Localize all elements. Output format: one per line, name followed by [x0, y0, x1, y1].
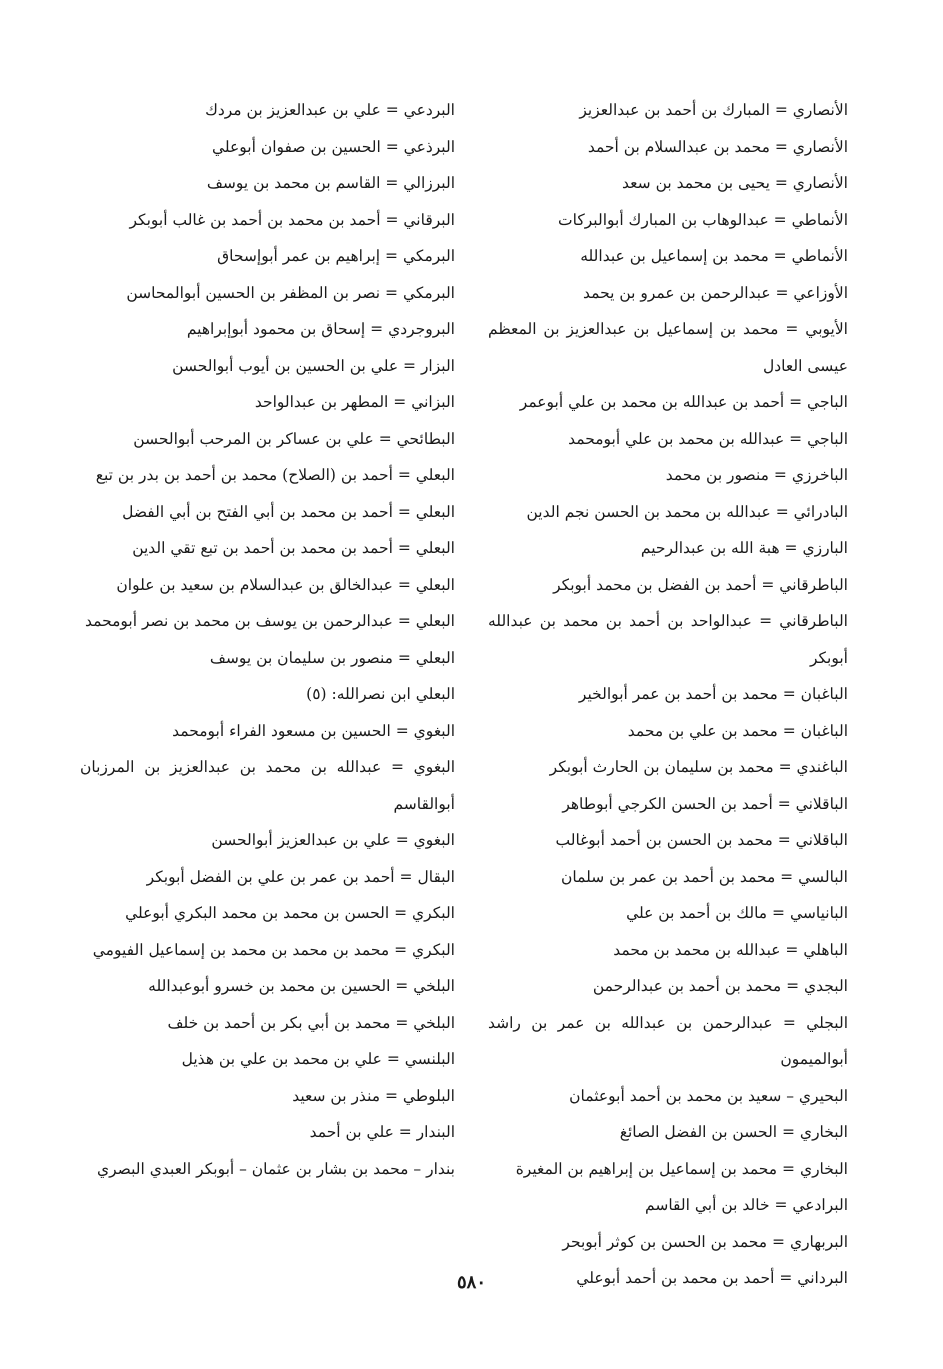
index-entry: البطائحي = علي بن عساكر بن المرحب أبوالحسن	[133, 429, 455, 448]
index-entry: البرداني = أحمد بن محمد بن أحمد أبوعلي	[576, 1269, 848, 1287]
index-entry: الباقلاني = محمد بن الحسن بن أحمد أبوغالب	[555, 831, 848, 849]
index-entry: البعلي = أحمد بن محمد بن أحمد بن تبع تقي الدين	[132, 539, 455, 557]
index-entry: البجدي = محمد بن أحمد بن عبدالرحمن	[592, 977, 848, 995]
index-entry: البغوي = علي بن عبدالعزيز أبوالحسن	[211, 831, 455, 849]
index-entry: الأنصاري = يحيى بن محمد بن سعد	[622, 174, 848, 192]
page-number: ٥٨٠	[456, 1272, 486, 1293]
index-entry: الأيوبي = محمد بن إسماعيل بن عبدالعزيز بن المعظم عيسى العادل	[488, 320, 848, 375]
index-entry: الأنماطي = عبدالوهاب بن المبارك أبوالبركات	[558, 210, 848, 229]
index-entry: البغوي = الحسين بن مسعود الفراء أبومحمد	[172, 721, 455, 740]
index-entry: الباهلي = عبدالله بن محمد بن محمد	[613, 940, 848, 959]
index-entry: البخاري = الحسن بن الفضل الصائغ	[619, 1123, 848, 1141]
index-entry: البعلي = عبدالرحمن بن يوسف بن محمد بن نصر أبومحمد	[85, 612, 455, 630]
index-entry: البرقاني = أحمد بن محمد بن أحمد بن غالب أبوبكر	[129, 210, 455, 229]
index-entry: البقال = أحمد بن عمر بن علي بن الفضل أبوبكر	[146, 867, 455, 886]
index-entry: البكري = محمد بن محمد بن محمد بن إسماعيل الفيومي	[92, 940, 455, 959]
index-entry: البكري = الحسن بن محمد بن محمد البكري أبوعلي	[125, 904, 455, 922]
index-entry: البربهاري = محمد بن الحسن بن كوثر أبوبحر	[562, 1232, 848, 1251]
index-entry: الباغندي = محمد بن سليمان بن الحارث أبوبكر	[549, 758, 848, 776]
index-entry: الأوزاعي = عبدالرحمن بن عمرو بن يحمد	[582, 283, 848, 302]
index-entry: البرذعي = الحسين بن صفوان أبوعلي	[211, 137, 455, 156]
index-entry: البالسي = محمد بن أحمد بن عمر بن سلمان	[561, 867, 848, 886]
index-entry: البغوي = عبدالله بن محمد بن عبدالعزيز بن المرزبان أبوالقاسم	[80, 758, 455, 813]
index-entry: الأنصاري = المبارك بن أحمد بن عبدالعزيز	[579, 101, 848, 119]
index-entry: البلخي = محمد بن أبي بكر بن أحمد بن خلف	[167, 1013, 455, 1032]
index-entry: البردعي = علي بن عبدالعزيز بن مردك	[205, 101, 455, 119]
index-entry: البجلي = عبدالرحمن بن عبدالله بن عمر بن راشد أبوالميمون	[488, 1013, 848, 1068]
index-entry: الأنصاري = محمد بن عبدالسلام بن أحمد	[587, 137, 848, 156]
index-entry: الباجي = عبدالله بن محمد بن علي أبومحمد	[568, 429, 848, 448]
index-entry: الباطرقاني = أحمد بن الفضل بن محمد أبوبكر	[553, 575, 848, 594]
index-entry: الباقلاني = أحمد بن الحسن الكرجي أبوطاهر	[562, 794, 848, 813]
index-entry: البادرائي = عبدالله بن محمد بن الحسن نجم الدين	[526, 502, 848, 521]
index-column-left	[80, 92, 455, 1187]
index-entry: البعلي = عبدالخالق بن عبدالسلام بن سعيد بن علوان	[116, 575, 455, 594]
index-entry: الباخرزي = منصور بن محمد	[665, 466, 848, 484]
index-entry: البحيري – سعيد بن محمد بن أحمد أبوعثمان	[569, 1086, 848, 1105]
index-entry: البزاني = المطهر بن عبدالواحد	[254, 393, 455, 411]
index-entry: البندار = علي بن أحمد	[309, 1123, 455, 1141]
index-entry: البعلي ابن نصرالله: (٥)	[306, 685, 455, 703]
index-entry: البزار = علي بن الحسين بن أيوب أبوالحسن	[172, 356, 455, 375]
index-entry: الباجي = أحمد بن عبدالله بن محمد بن علي أبوعمر	[519, 393, 848, 411]
index-entry: الباغبان = محمد بن علي بن محمد	[627, 721, 848, 740]
index-entry: البرمكي = نصر بن المظفر بن الحسين أبوالمحاسن	[126, 283, 455, 302]
index-entry: البارزي = هبة الله بن عبدالرحيم	[640, 539, 848, 557]
index-entry: الباطرقاني = عبدالواحد بن أحمد بن محمد بن عبدالله أبوبكر	[488, 612, 848, 667]
index-entry: البلنسي = علي بن محمد بن علي بن هذيل	[181, 1050, 455, 1068]
index-entry: بندار – محمد بن بشار بن عثمان – أبوبكر العبدي البصري	[97, 1159, 455, 1178]
index-entry: البانياسي = مالك بن أحمد بن علي	[626, 904, 848, 922]
index-entry: البلخي = الحسين بن محمد بن خسرو أبوعبدالله	[148, 977, 455, 995]
index-entry: البعلي = أحمد بن (الصلاح) محمد بن أحمد بن بدر بن تبع	[95, 466, 455, 484]
index-entry: البلوطي = منذر بن سعيد	[292, 1086, 455, 1105]
index-entry: الباغبان = محمد بن أحمد بن عمر أبوالخير	[578, 685, 848, 703]
index-entry: البرزالي = القاسم بن محمد بن يوسف	[206, 174, 455, 192]
index-entry: البروجردي = إسحاق بن محمود أبوإبراهيم	[186, 320, 455, 338]
index-entry: الأنماطي = محمد بن إسماعيل بن عبدالله	[580, 247, 848, 265]
index-entry: البرادعي = خالد بن أبي القاسم	[645, 1196, 848, 1214]
index-entry: البعلي = منصور بن سليمان بن يوسف	[209, 648, 455, 667]
index-column-right	[488, 92, 848, 1297]
index-entry: البخاري = محمد بن إسماعيل بن إبراهيم بن المغيرة	[515, 1159, 848, 1178]
index-entry: البرمكي = إبراهيم بن عمر أبوإسحاق	[217, 247, 455, 265]
index-entry: البعلي = أحمد بن محمد بن أبي الفتح بن أبي الفضل	[122, 502, 455, 521]
